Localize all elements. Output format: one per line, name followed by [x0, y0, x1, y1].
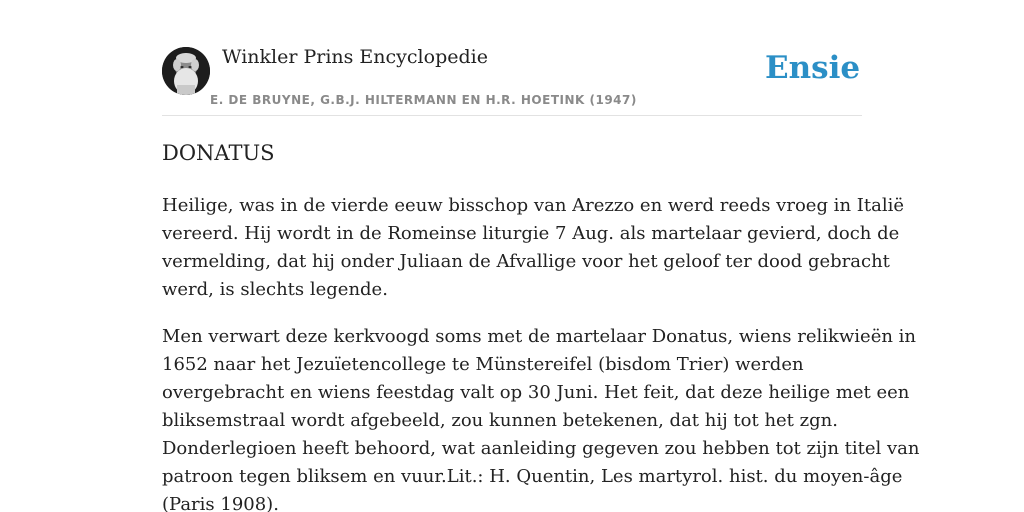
- text-line: overgebracht en wiens feestdag valt op 30 Juni. Het feit, dat deze heilige met een: [162, 382, 910, 403]
- article-paragraph: [162, 192, 904, 304]
- header-divider: [162, 115, 862, 116]
- article-title: DONATUS: [162, 141, 275, 165]
- authors-byline: E. DE BRUYNE, G.B.J. HILTERMANN EN H.R. HOETINK (1947): [210, 93, 637, 107]
- brand-logo-link[interactable]: Ensie: [765, 50, 861, 86]
- text-line: patroon tegen bliksem en vuur.Lit.: H. Quentin, Les martyrol. hist. du moyen-âge: [162, 466, 903, 487]
- text-line: (Paris 1908).: [162, 494, 279, 512]
- text-line: 1652 naar het Jezuïetencollege te Münstereifel (bisdom Trier) werden: [162, 354, 804, 375]
- text-line: Heilige, was in de vierde eeuw bisschop van Arezzo en werd reeds vroeg in Italië: [162, 195, 904, 216]
- text-line: werd, is slechts legende.: [162, 279, 388, 300]
- portrait-avatar-icon: [162, 47, 210, 95]
- article-paragraph: [162, 323, 920, 512]
- text-line: bliksemstraal wordt afgebeeld, zou kunnen betekenen, dat hij tot het zgn.: [162, 410, 838, 431]
- site-title[interactable]: Winkler Prins Encyclopedie: [222, 46, 488, 68]
- author-avatar: [162, 47, 210, 95]
- text-line: vermelding, dat hij onder Juliaan de Afvallige voor het geloof ter dood gebracht: [162, 251, 890, 272]
- text-line: Men verwart deze kerkvoogd soms met de martelaar Donatus, wiens relikwieën in: [162, 326, 917, 347]
- text-line: Donderlegioen heeft behoord, wat aanleiding gegeven zou hebben tot zijn titel van: [162, 438, 920, 459]
- text-line: vereerd. Hij wordt in de Romeinse liturgie 7 Aug. als martelaar gevierd, doch de: [162, 223, 900, 244]
